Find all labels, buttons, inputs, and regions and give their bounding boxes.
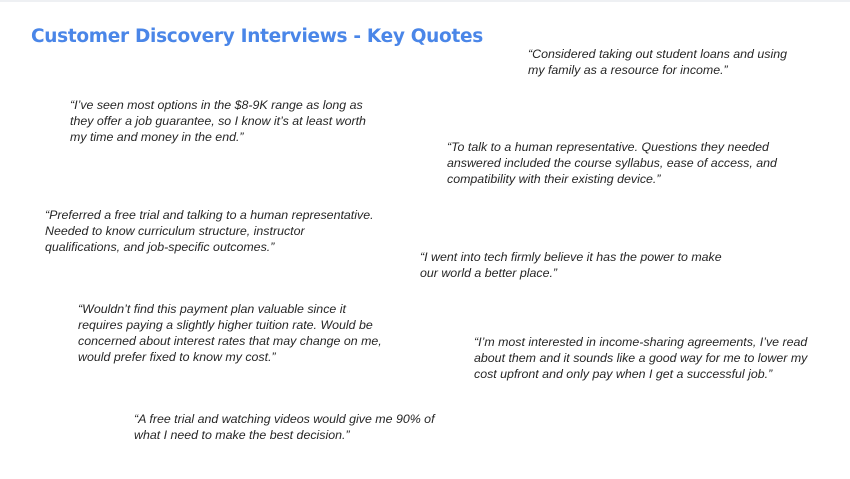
quote-income-sharing (474, 334, 814, 382)
quote-free-trial-curriculum (45, 207, 385, 255)
quote-payment-plan (78, 301, 388, 365)
quote-tech-better-place (420, 249, 730, 281)
quote-student-loans (528, 46, 818, 78)
quote-line: “A free trial and watching videos would give me 90% of (134, 412, 435, 426)
quote-line: would prefer fixed to know my cost.” (78, 350, 276, 364)
quote-price-range (70, 97, 370, 145)
quote-line: “Preferred a free trial and talking to a human representative. (45, 208, 374, 222)
quote-line: what I need to make the best decision.” (134, 428, 350, 442)
quote-line: our world a better place.” (420, 266, 558, 280)
quote-line: “I’ve seen most options in the $8-9K range as long as (70, 98, 363, 112)
quote-line: “Wouldn’t find this payment plan valuable since it (78, 302, 346, 316)
quote-human-representative (447, 139, 777, 187)
quote-line: compatibility with their existing device.” (447, 172, 661, 186)
quote-line: answered included the course syllabus, ease of access, and (447, 156, 777, 170)
top-divider (0, 0, 850, 2)
quote-line: “I went into tech firmly believe it has the power to make (420, 250, 722, 264)
quote-line: about them and it sounds like a good way for me to lower my (474, 351, 808, 365)
quote-line: cost upfront and only pay when I get a successful job.” (474, 367, 773, 381)
quote-line: concerned about interest rates that may change on me, (78, 334, 382, 348)
quote-line: requires paying a slightly higher tuition rate. Would be (78, 318, 373, 332)
quote-line: they offer a job guarantee, so I know it’s at least worth (70, 114, 366, 128)
quote-free-trial-videos (134, 411, 444, 443)
slide-title: Customer Discovery Interviews - Key Quotes (31, 26, 483, 47)
quote-line: my family as a resource for income.” (528, 63, 728, 77)
quote-line: “Considered taking out student loans and using (528, 47, 787, 61)
quote-line: my time and money in the end.” (70, 130, 244, 144)
quote-line: “To talk to a human representative. Questions they needed (447, 140, 769, 154)
quote-line: “I’m most interested in income-sharing agreements, I’ve read (474, 335, 808, 349)
quote-line: Needed to know curriculum structure, instructor (45, 224, 305, 238)
quote-line: qualifications, and job-specific outcomes.” (45, 240, 275, 254)
